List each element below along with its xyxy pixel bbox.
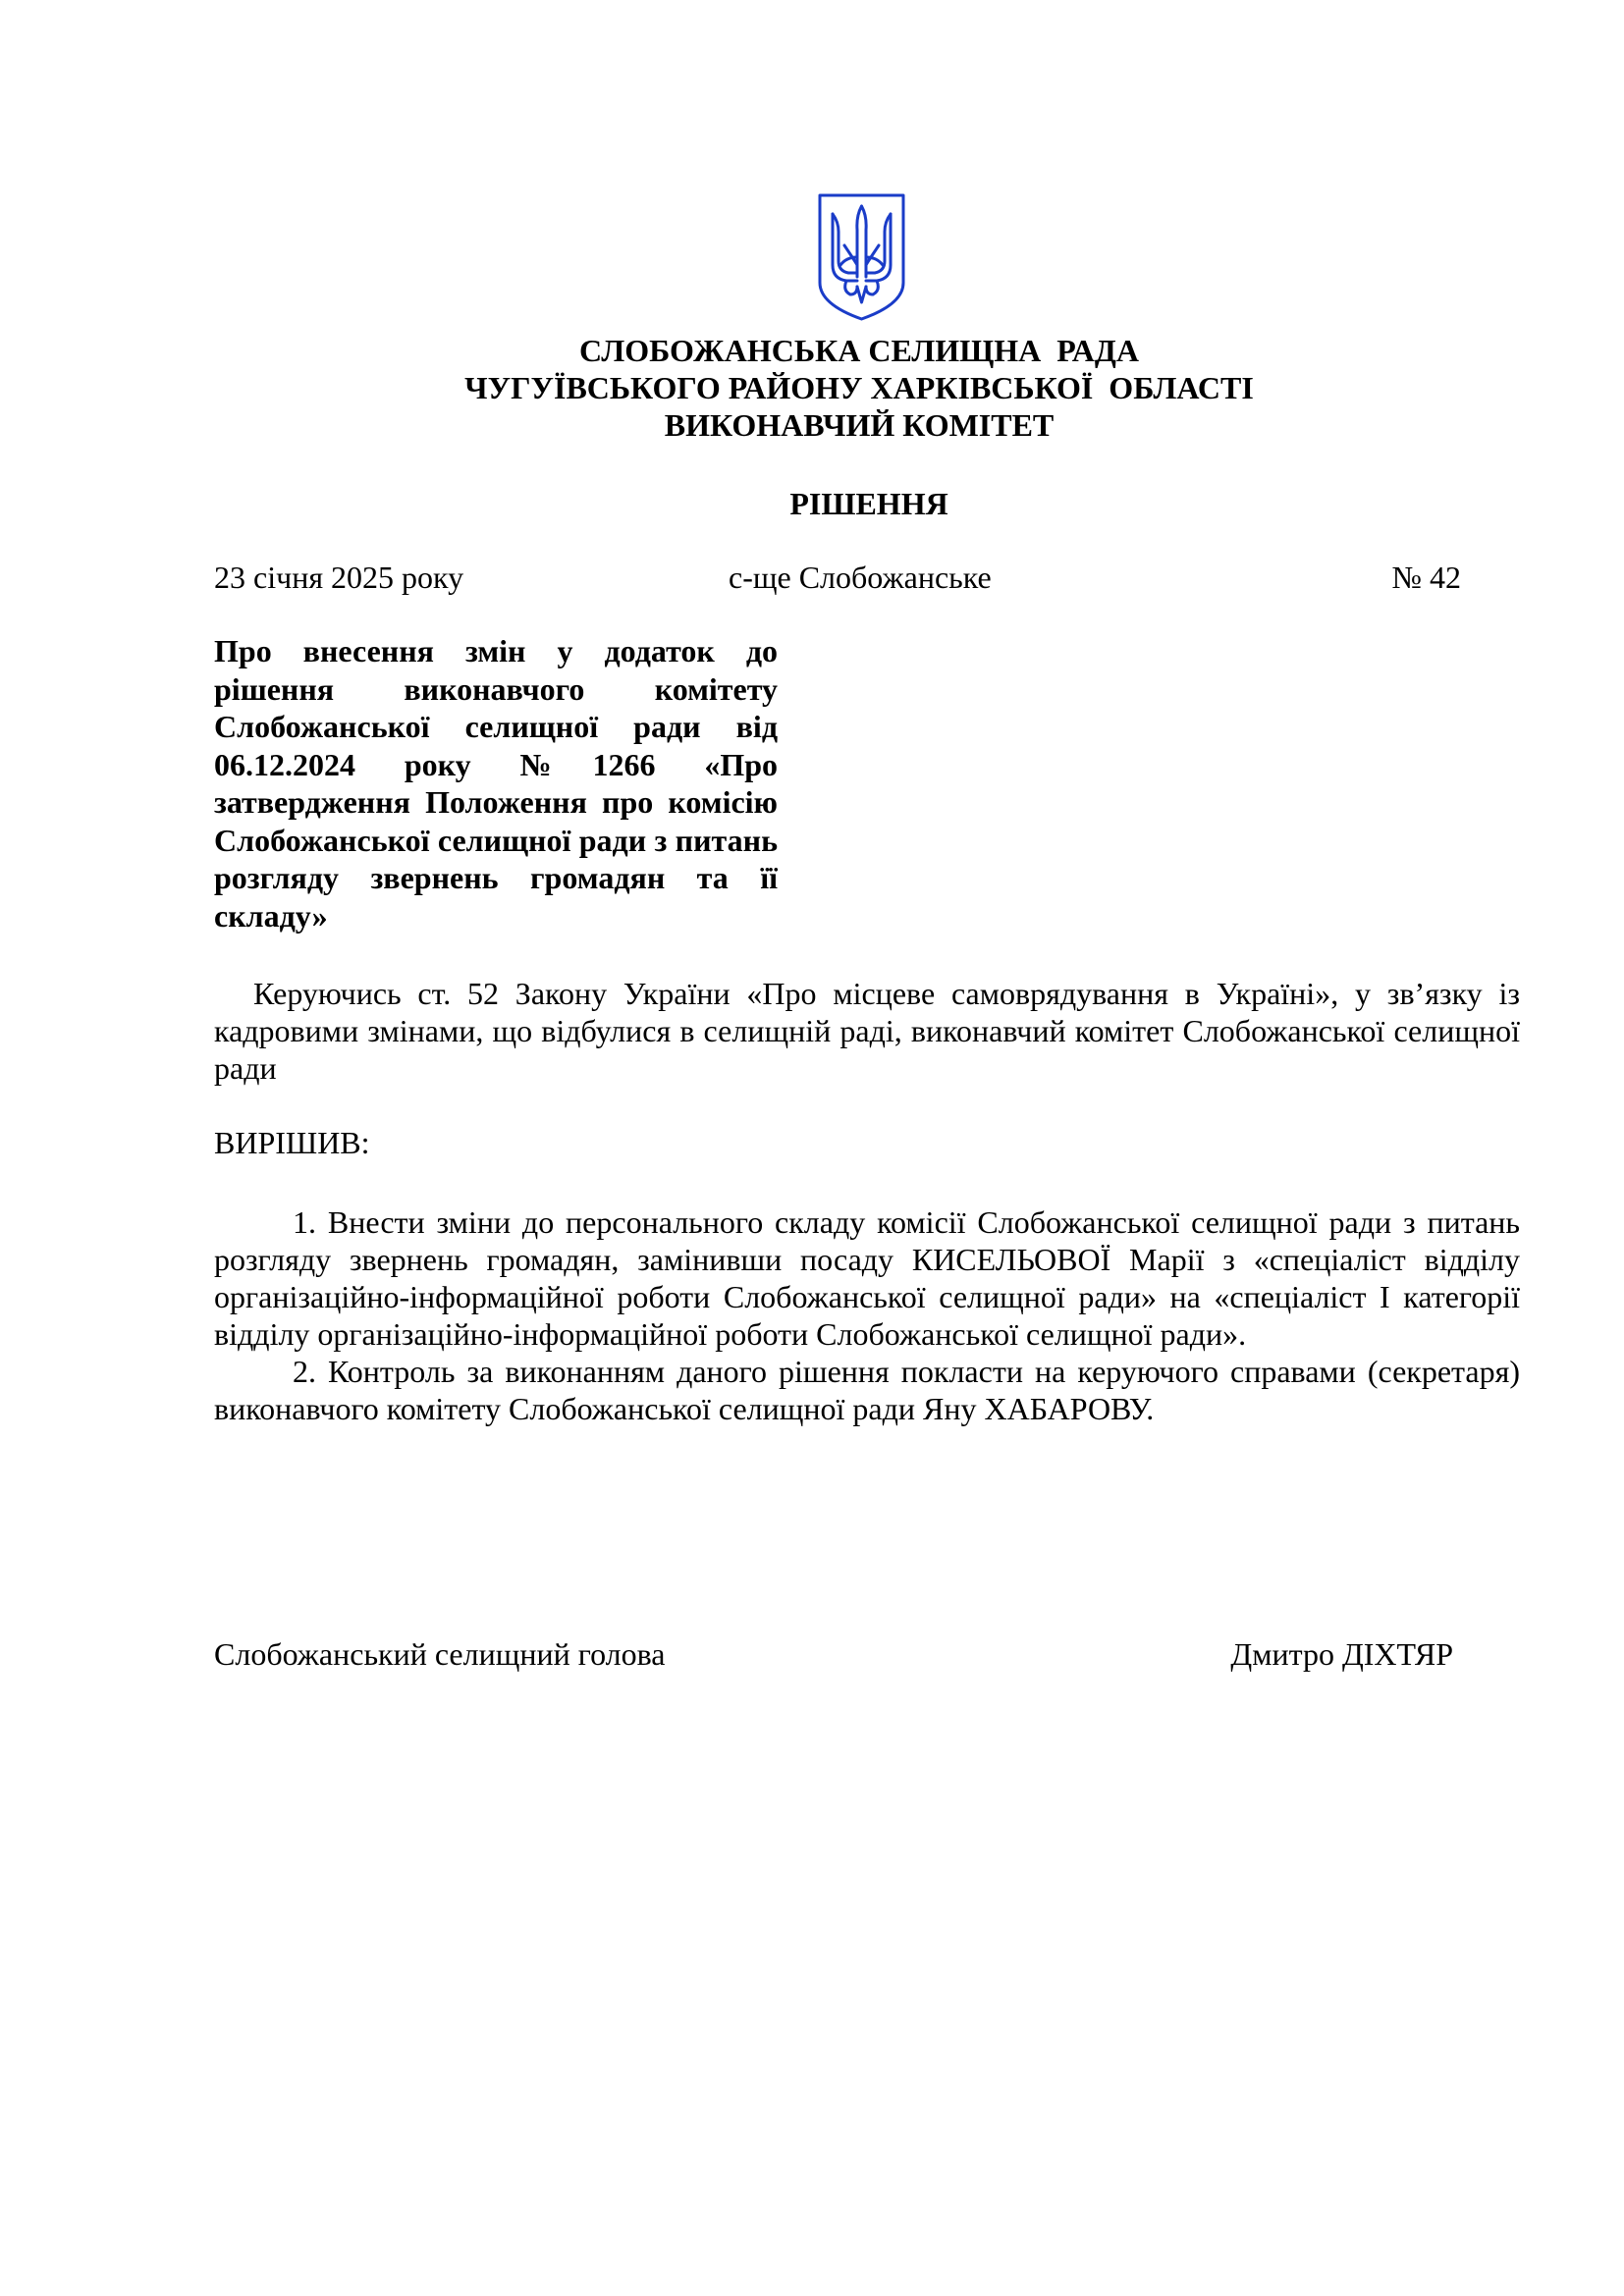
signatory-position: Слобожанський селищний голова — [214, 1636, 666, 1672]
district-region: ЧУГУЇВСЬКОГО РАЙОНУ ХАРКІВСЬКОЇ ОБЛАСТІ — [464, 370, 1254, 405]
decision-item: 2. Контроль за виконанням даного рішення покласти на керуючого справами (секретаря) виконавчого комітету Слобожанської селищної ради Яну ХАБАРОВУ. — [214, 1354, 1520, 1426]
decision-number: № 42 — [1391, 560, 1461, 595]
decision-items — [214, 1203, 1520, 1427]
document-header — [0, 332, 1624, 444]
council-name: СЛОБОЖАНСЬКА СЕЛИЩНА РАДА — [579, 333, 1139, 368]
decision-place: с-ще Слобожанське — [729, 560, 992, 595]
decision-item: 1. Внести зміни до персонального складу комісії Слобожанської селищної ради з питань розгляду звернень громадян, замінивши посаду КИСЕЛЬОВОЇ Марії з «спеціаліст відділу організаційно-інформаційної роботи Слобожанської селищної ради» на «спеціаліст І категорії відділу організаційно-інформаційної роботи Слобожанської селищної ради». — [214, 1204, 1520, 1352]
executive-committee: ВИКОНАВЧИЙ КОМІТЕТ — [664, 407, 1055, 443]
signatory-name: Дмитро ДІХТЯР — [1230, 1636, 1453, 1672]
document-meta — [214, 559, 1461, 598]
preamble-paragraph: Керуючись ст. 52 Закону України «Про місцеве самоврядування в Україні», у зв’язку із кадровими змінами, що відбулися в селищній раді, виконавчий комітет Слобожанської селищної ради — [214, 976, 1520, 1086]
document-type-title: РІШЕННЯ — [789, 486, 948, 521]
decision-subject: Про внесення змін у додаток до рішення виконавчого комітету Слобожанської селищної ради від 06.12.2024 року №1266 «Про затвердження Положення про комісію Слобожанської селищної ради з питань розгляду звернень громадян та її складу» — [214, 633, 778, 934]
decided-label: ВИРІШИВ: — [214, 1125, 370, 1160]
trident-coat-of-arms-icon — [817, 192, 906, 322]
decision-date: 23 січня 2025 року — [214, 560, 464, 595]
